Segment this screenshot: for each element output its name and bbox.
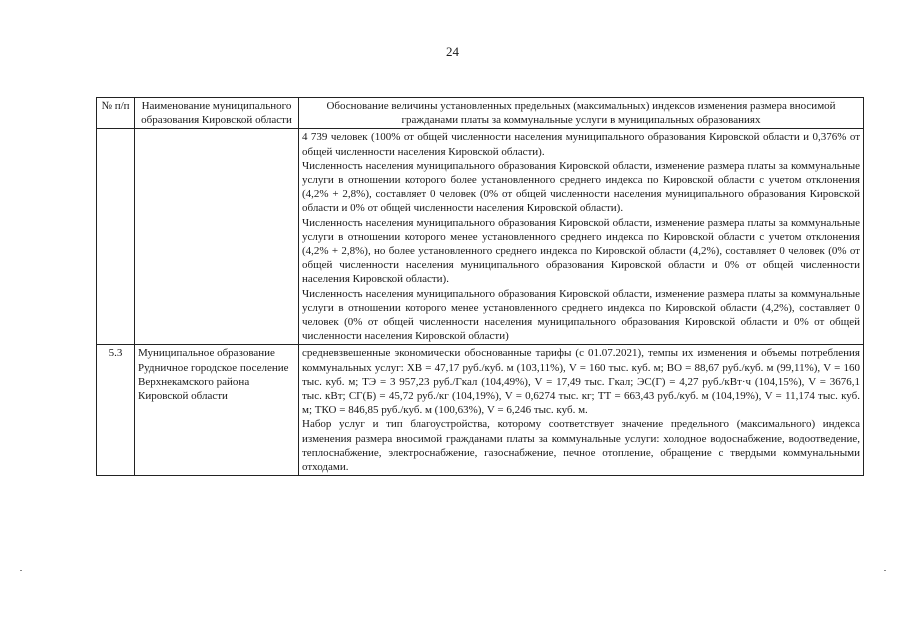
municipality-name: Муниципальное образование Рудничное городское поселение Верхнекамского района Кировской области <box>135 345 299 476</box>
row-number: 5.3 <box>97 345 135 476</box>
justification-table <box>96 97 864 476</box>
justification-paragraph: Численность населения муниципального образования Кировской области, изменение размера платы за коммунальные услуги в отношении которого более установленного среднего индекса по Кировской области с учетом отклонения (4,2% + 2,8%), составляет 0 человек (0% от общей численности населения муниципального образования Кировской области и 0% от общей численности населения Кировской области). <box>302 159 860 215</box>
header-justification: Обоснование величины установленных предельных (максимальных) индексов изменения размера вносимой гражданами платы за коммунальные услуги в муниципальных образованиях <box>299 98 864 129</box>
justification-cell <box>299 129 864 345</box>
table-header-row <box>97 98 864 129</box>
header-number: № п/п <box>97 98 135 129</box>
page-number: 24 <box>446 44 459 59</box>
table-row <box>97 345 864 476</box>
header-municipality-name: Наименование муниципального образования Кировской области <box>135 98 299 129</box>
row-number <box>97 129 135 345</box>
justification-cell <box>299 345 864 476</box>
scan-speck <box>20 570 22 571</box>
justification-paragraph: Численность населения муниципального образования Кировской области, изменение размера платы за коммунальные услуги в отношении которого менее установленного среднего индекса по Кировской области с учетом отклонения (4,2% + 2,8%), но более установленного среднего индекса по Кировской области (4,2%), составляет 0 человек (0% от общей численности населения муниципального образования Кировской области и 0% от общей численности населения Кировской области). <box>302 216 860 286</box>
justification-paragraph: Набор услуг и тип благоустройства, которому соответствует значение предельного (максимального) индекса изменения размера вносимой гражданами платы за коммунальные услуги: холодное водоснабжение, водоотведение, теплоснабжение, электроснабжение, газоснабжение, печное отопление, обращение с твердыми коммунальными отходами. <box>302 418 860 474</box>
justification-paragraph: Численность населения муниципального образования Кировской области, изменение размера платы за коммунальные услуги в отношении которого менее установленного среднего индекса по Кировской области (4,2%), составляет 0 человек (0% от общей численности населения муниципального образования Кировской области и 0% от общей численности населения Кировской области) <box>302 287 860 343</box>
scan-speck <box>884 570 886 571</box>
justification-paragraph: средневзвешенные экономически обоснованные тарифы (с 01.07.2021), темпы их изменения и объемы потребления коммунальных услуг: ХВ = 47,17 руб./куб. м (103,11%), V = 160 тыс. куб. м; ВО = 88,67 руб./куб. м (99,11%), V = 160 тыс. куб. м; ТЭ = 3 957,23 руб./Гкал (104,49%), V = 17,49 тыс. Гкал; ЭС(Г) = 4,27 руб./кВт·ч (104,15%), V = 3676,1 тыс. кВт; СГ(Б) = 45,72 руб./кг (104,19%), V = 0,6274 тыс. кг; ТТ = 663,43 руб./куб. м (104,19%), V = 11,174 тыс. куб. м; ТКО = 846,85 руб./куб. м (100,63%), V = 6,246 тыс. куб. м. <box>302 347 860 417</box>
municipality-name <box>135 129 299 345</box>
justification-paragraph: 4 739 человек (100% от общей численности населения муниципального образования Кировской области и 0,376% от общей численности населения Кировской области). <box>302 131 860 158</box>
table-row <box>97 129 864 345</box>
